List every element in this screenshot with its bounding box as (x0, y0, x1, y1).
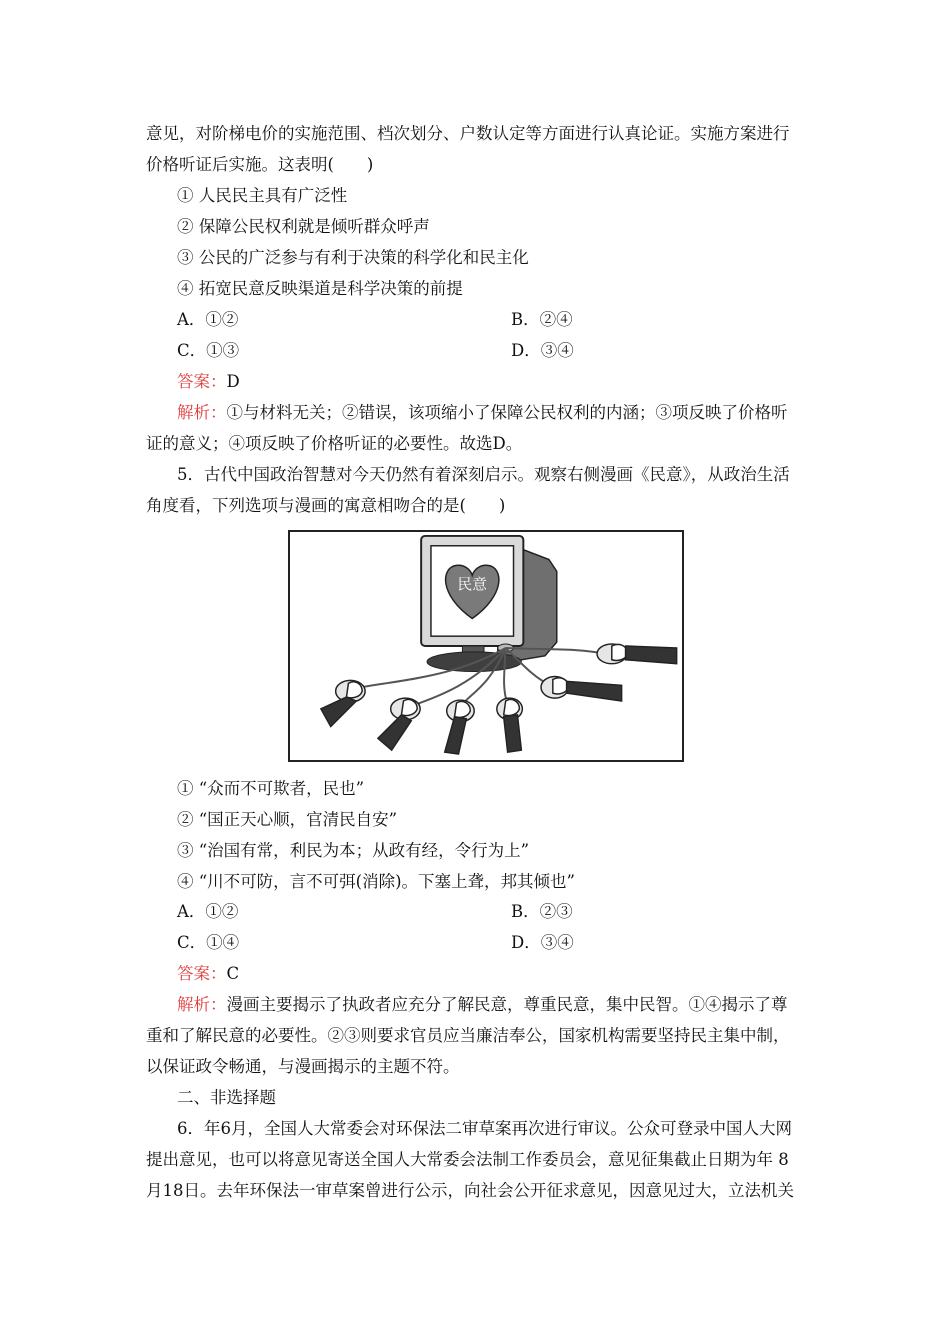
q4-option-2: ② 保障公民权利就是倾听群众呼声 (177, 217, 430, 236)
q5-analysis-line3: 以保证政令畅通，与漫画揭示的主题不符。 (146, 1057, 460, 1076)
q4-choice-a: A．①② (177, 310, 239, 329)
q4-choice-d: D．③④ (511, 341, 574, 360)
q5-choice-b: B．②③ (511, 902, 573, 921)
q6-line3: 月18日。去年环保法一审草案曾进行公示，向社会公开征求意见，因意见过大，立法机关 (146, 1181, 794, 1200)
q4-option-4: ④ 拓宽民意反映渠道是科学决策的前提 (177, 279, 463, 298)
q5-answer-label: 答案： (177, 964, 227, 983)
q4-stem-line2: 价格听证后实施。这表明( ) (146, 155, 374, 174)
q5-stem-line1: 5．古代中国政治智慧对今天仍然有着深刻启示。观察右侧漫画《民意》，从政治生活 (177, 465, 790, 484)
q4-option-3: ③ 公民的广泛参与有利于决策的科学化和民主化 (177, 248, 529, 267)
q5-choice-a: A．①② (177, 902, 239, 921)
q5-option-4: ④ “川不可防，言不可弭(消除)。下塞上聋，邦其倾也” (177, 872, 575, 891)
q4-choice-b: B．②④ (511, 310, 573, 329)
q5-option-3: ③ “治国有常，利民为本；从政有经，令行为上” (177, 841, 530, 860)
q5-option-2: ② “国正天心顺，官清民自安” (177, 810, 398, 829)
q5-analysis-line2: 重和了解民意的必要性。②③则要求官员应当廉洁奉公，国家机构需要坚持民主集中制， (146, 1026, 790, 1045)
q4-answer-value: D (226, 372, 240, 391)
q4-stem-line1: 意见，对阶梯电价的实施范围、档次划分、户数认定等方面进行认真论证。实施方案进行 (146, 124, 790, 143)
q4-analysis-text1: ①与材料无关；②错误，该项缩小了保障公民权利的内涵；③项反映了价格听 (226, 403, 788, 422)
cartoon-illustration (290, 532, 682, 760)
q4-analysis-line2: 证的意义；④项反映了价格听证的必要性。故选D。 (146, 434, 523, 453)
q4-analysis-line1 (177, 403, 788, 423)
q5-choice-d: D．③④ (511, 933, 574, 952)
q4-answer (177, 372, 240, 392)
q6-line1: 6．年6月，全国人大常委会对环保法二审草案再次进行审议。公众可登录中国人大网 (177, 1119, 792, 1138)
q4-answer-label: 答案： (177, 372, 227, 391)
cartoon-figure (288, 530, 684, 762)
q5-choice-c: C．①④ (177, 933, 240, 952)
q4-analysis-label: 解析： (177, 403, 227, 422)
q4-choice-c: C．①③ (177, 341, 240, 360)
q5-analysis-text1: 漫画主要揭示了执政者应充分了解民意，尊重民意，集中民智。①④揭示了尊 (226, 995, 788, 1014)
q6-line2: 提出意见，也可以将意见寄送全国人大常委会法制工作委员会，意见征集截止日期为年 8 (146, 1150, 789, 1169)
q5-answer (177, 964, 239, 984)
q5-analysis-label: 解析： (177, 995, 227, 1014)
q5-stem-line2: 角度看，下列选项与漫画的寓意相吻合的是( ) (146, 496, 506, 515)
q4-option-1: ① 人民民主具有广泛性 (177, 186, 348, 205)
heart-label: 民意 (457, 576, 487, 593)
q5-option-1: ① “众而不可欺者，民也” (177, 779, 365, 798)
q5-analysis-line1 (177, 995, 788, 1015)
q5-answer-value: C (226, 964, 240, 983)
section-heading: 二、非选择题 (177, 1088, 276, 1107)
